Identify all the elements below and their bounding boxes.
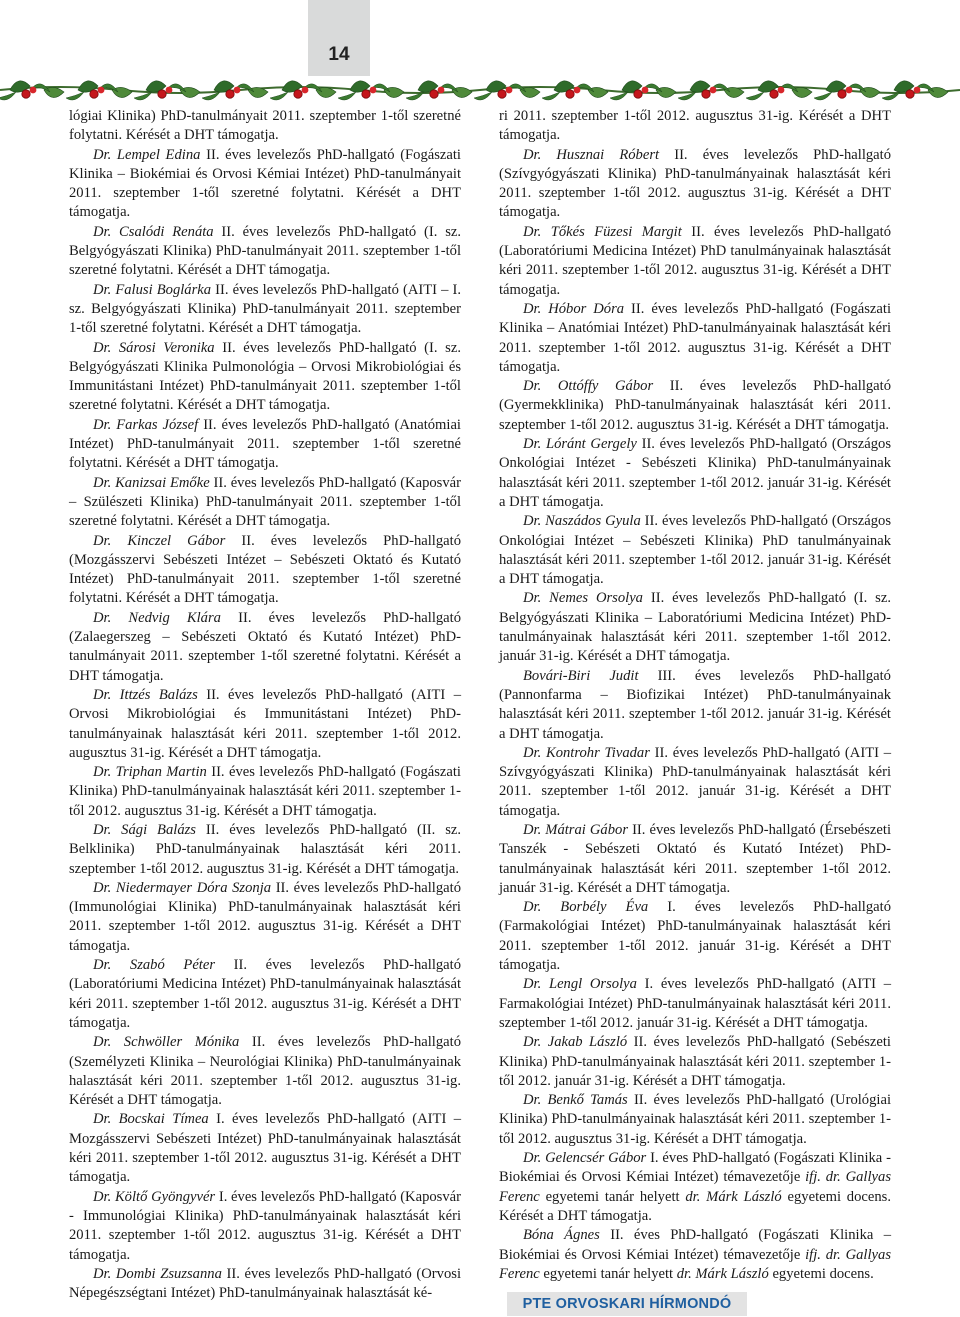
paragraph-text: II. éves levelezős PhD-hallgató (Érsebészeti Tanszék - Sebészeti Oktató és Kutató Intézet) PhD-tanulmányainak halasztását kéri 2011. szeptember 1-től 2012. január 31-ig. Kérését a DHT támogatja. bbox=[499, 821, 891, 896]
holly-berry-icon bbox=[702, 90, 710, 98]
person-name: Dr. Ottóffy Gábor bbox=[523, 378, 654, 395]
holly-leaf-icon bbox=[338, 92, 356, 100]
paragraph bbox=[499, 821, 891, 898]
holly-berry-icon bbox=[498, 90, 506, 98]
publication-name: PTE ORVOSKARI HÍRMONDÓ bbox=[522, 1296, 732, 1312]
paragraph bbox=[69, 474, 461, 532]
paragraph bbox=[69, 1265, 461, 1304]
person-name: Dr. Lóránt Gergely bbox=[523, 436, 637, 453]
holly-garland-decoration bbox=[0, 60, 960, 112]
paragraph-text: II. éves levelezős PhD-hallgató (Zalaegerszeg – Sebészeti Oktató és Kutató Intézet) PhD-tanulmányait 2011. szeptember 1-től szeretné folytatni. Kérését a DHT támogatja. bbox=[69, 609, 461, 684]
paragraph bbox=[499, 1033, 891, 1091]
holly-berry-icon bbox=[906, 90, 914, 98]
paragraph-text: II. éves levelezős PhD-hallgató (AITI – Szívgyógyászati Klinika) PhD-tanulmányainak halasztását kéri 2011. szeptember 1-től 2012. január 31-ig. Kérését a DHT támogatja. bbox=[499, 744, 891, 819]
person-name: Dr. Szabó Péter bbox=[93, 957, 216, 974]
holly-berry-icon bbox=[506, 87, 513, 94]
holly-leaf-icon bbox=[814, 92, 832, 100]
holly-berry-icon bbox=[914, 87, 921, 94]
garland-stem bbox=[0, 87, 960, 93]
holly-berry-icon bbox=[158, 90, 166, 98]
holly-berry-icon bbox=[166, 87, 173, 94]
holly-berry-icon bbox=[226, 90, 234, 98]
holly-berry-icon bbox=[30, 87, 37, 94]
holly-leaf-icon bbox=[66, 92, 84, 100]
paragraph bbox=[499, 667, 891, 744]
person-name: Dr. Naszádos Gyula bbox=[523, 513, 641, 530]
paragraph-text: II. éves levelezős PhD-hallgató (Urológiai Klinika) PhD-tanulmányainak halasztását kéri 2011. szeptember 1-től 2012. augusztus 31-ig. Kérését a DHT támogatja. bbox=[499, 1092, 891, 1147]
holly-berry-icon bbox=[362, 90, 370, 98]
person-name: Dr. Lengl Orsolya bbox=[523, 976, 637, 993]
person-name: Bóna Ágnes bbox=[523, 1227, 600, 1244]
holly-berry-icon bbox=[90, 90, 98, 98]
paragraph bbox=[69, 879, 461, 956]
person-name: Dr. Triphan Martin bbox=[93, 764, 207, 781]
paragraph bbox=[69, 1188, 461, 1265]
paragraph bbox=[69, 956, 461, 1033]
paragraph bbox=[69, 763, 461, 821]
person-name: Dr. Tőkés Füzesi Margit bbox=[523, 223, 682, 240]
paragraph-text: II. éves levelezős PhD-hallgató (Személyzeti Klinika – Neurológiai Klinika) PhD-tanulmányainak halasztását kéri 2011. szeptember 1-től 2012. augusztus 31-ig. Kérését a DHT támogatja. bbox=[69, 1034, 461, 1109]
paragraph bbox=[499, 1091, 891, 1149]
holly-berry-icon bbox=[370, 87, 377, 94]
paragraph bbox=[69, 1033, 461, 1110]
paragraph bbox=[69, 146, 461, 223]
paragraph-text: II. éves levelezős PhD-hallgató (I. sz. Belgyógyászati Klinika – Laboratóriumi Medicina Intézet) PhD-tanulmányainak halasztását kéri 2011. szeptember 1-től 2012. január 31-ig. Kérését a DHT támogatja. bbox=[499, 590, 891, 665]
paragraph bbox=[499, 377, 891, 435]
holly-berry-icon bbox=[302, 87, 309, 94]
person-name: Dr. Kanizsai Emőke bbox=[93, 474, 210, 491]
left-column bbox=[69, 107, 461, 1303]
paragraph-text: II. éves levelezős PhD-hallgató (I. sz. Belgyógyászati Klinika Pulmonológia – Orvosi Mikrobiológiai és Immunitástani Intézet) PhD-tanulmányait 2011. szeptember 1-től szeretné folytatni. Kérését a DHT támogatja. bbox=[69, 339, 461, 414]
person-name: Dr. Kontrohr Tivadar bbox=[523, 744, 650, 761]
paragraph bbox=[69, 1110, 461, 1187]
person-name: Dr. Jakab László bbox=[523, 1034, 628, 1051]
paragraph-text: II. éves PhD-hallgató (Fogászati Klinika – Biokémiai és Orvosi Kémiai Intézet) témavezetője bbox=[499, 1227, 892, 1263]
person-name: Dr. Benkő Tamás bbox=[523, 1092, 628, 1109]
paragraph-text: II. éves levelezős PhD-hallgató (Szívgyógyászati Klinika) PhD-tanulmányainak halasztását kéri 2011. szeptember 1-től 2012. augusztus 31-ig. Kérését a DHT támogatja. bbox=[499, 146, 892, 221]
paragraph-text: II. éves levelezős PhD-hallgató (AITI – I. sz. Belgyógyászati Klinika) PhD-tanulmányait 2011. szeptember 1-től szeretné folytatni. Kérését a DHT támogatja. bbox=[69, 281, 461, 337]
holly-berry-icon bbox=[770, 90, 778, 98]
paragraph-text: I. éves levelezős PhD-hallgató (Kaposvár - Immunológiai Klinika) PhD-tanulmányainak halasztását kéri 2011. szeptember 1-től 2012. augusztus 31-ig. Kérését a DHT támogatja. bbox=[69, 1188, 461, 1263]
holly-leaf-icon bbox=[0, 92, 16, 100]
paragraph-text: lógiai Klinika) PhD-tanulmányait 2011. szeptember 1-től szeretné folytatni. Kérését a DHT támogatja. bbox=[69, 108, 461, 144]
paragraph bbox=[499, 744, 891, 821]
person-name: Dr. Mátrai Gábor bbox=[523, 821, 629, 838]
paragraph-text: II. éves levelezős PhD-hallgató (II. sz. Belklinika) PhD-tanulmányainak halasztását kéri 2011. szeptember 1-től 2012. augusztus 31-ig. Kérését a DHT támogatja. bbox=[69, 821, 461, 877]
paragraph-text: egyetemi docens. Kérését a DHT támogatja. bbox=[499, 1188, 891, 1224]
paragraph bbox=[499, 975, 891, 1033]
person-name: Dr. Hóbor Dóra bbox=[523, 300, 625, 317]
person-name: Dr. Falusi Boglárka bbox=[93, 281, 212, 298]
paragraph-text: II. éves levelezős PhD-hallgató (Orvosi Népegészségtani Intézet) PhD-tanulmányainak halasztását ké- bbox=[69, 1265, 461, 1302]
holly-berry-icon bbox=[838, 90, 846, 98]
person-name: Dr. Niedermayer Dóra Szonja bbox=[93, 879, 272, 896]
person-name: Dr. Csalódi Renáta bbox=[93, 223, 214, 240]
paragraph bbox=[69, 416, 461, 474]
person-name: dr. Márk László bbox=[685, 1188, 782, 1205]
paragraph-text: I. éves levelezős PhD-hallgató (AITI – Farmakológiai Intézet) PhD-tanulmányainak halasztását kéri 2011. szeptember 1-től 2012. január 31-ig. Kérését a DHT támogatja. bbox=[499, 976, 891, 1031]
paragraph-text: ri 2011. szeptember 1-től 2012. augusztus 31-ig. Kérését a DHT támogatja. bbox=[499, 108, 891, 144]
paragraph-text: egyetemi docens. bbox=[768, 1265, 874, 1282]
person-name: Dr. Nedvig Klára bbox=[93, 609, 221, 626]
paragraph-text: II. éves levelezős PhD-hallgató (Laboratóriumi Medicina Intézet) PhD tanulmányainak halasztását kéri 2011. szeptember 1-től 2012. augusztus 31-ig. Kérését a DHT támogatja. bbox=[499, 223, 891, 298]
paragraph-text: II. éves levelezős PhD-hallgató (Országos Onkológiai Intézet - Sebészeti Klinika) PhD-tanulmányainak halasztását kéri 2011. szeptember 1-től 2012. január 31-ig. Kérését a DHT támogatja. bbox=[499, 436, 891, 510]
paragraph-text: II. éves levelezős PhD-hallgató (Fogászati Klinika – Biokémiai és Orvosi Kémiai Intézet) PhD-tanulmányait 2011. szeptember 1-től szeretné folytatni. Kérését a DHT támogatja. bbox=[69, 146, 461, 221]
holly-berry-icon bbox=[642, 87, 649, 94]
holly-leaf-icon bbox=[542, 92, 560, 100]
paragraph bbox=[499, 512, 891, 589]
paragraph bbox=[69, 107, 461, 146]
paragraph bbox=[499, 589, 891, 666]
paragraph-text: II. éves levelezős PhD-hallgató (Anatómiai Intézet) PhD-tanulmányait 2011. szeptember 1-től szeretné folytatni. Kérését a DHT támogatja. bbox=[69, 416, 461, 472]
holly-berry-icon bbox=[294, 90, 302, 98]
paragraph-text: II. éves levelezős PhD-hallgató (Kaposvár – Szülészeti Klinika) PhD-tanulmányait 2011. szeptember 1-től szeretné folytatni. Kérését a DHT támogatja. bbox=[69, 474, 461, 530]
page-number: 14 bbox=[328, 44, 350, 65]
paragraph bbox=[69, 532, 461, 609]
right-column bbox=[499, 107, 891, 1284]
holly-leaf-icon bbox=[474, 92, 492, 100]
paragraph bbox=[499, 435, 891, 512]
holly-berry-icon bbox=[566, 90, 574, 98]
paragraph-text: egyetemi tanár helyett bbox=[539, 1265, 677, 1282]
paragraph-text: II. éves levelezős PhD-hallgató (Laboratóriumi Medicina Intézet) PhD-tanulmányainak halasztását kéri 2011. szeptember 1-től 2012. augusztus 31-ig. Kérését a DHT támogatja. bbox=[69, 957, 462, 1031]
person-name: ifj. dr. Gallyas Ferenc bbox=[499, 1246, 891, 1282]
person-name: Dr. Kinczel Gábor bbox=[93, 532, 226, 549]
paragraph bbox=[69, 821, 461, 879]
holly-leaf-icon bbox=[746, 92, 764, 100]
paragraph-text: II. éves levelezős PhD-hallgató (Országos Onkológiai Intézet – Sebészeti Klinika) PhD tanulmányainak halasztását kéri 2011. szeptember 1-től 2012. január 31-ig. Kérését a DHT támogatja. bbox=[499, 513, 891, 588]
person-name: Dr. Lempel Edina bbox=[93, 146, 201, 163]
holly-berry-icon bbox=[634, 90, 642, 98]
holly-berry-icon bbox=[710, 87, 717, 94]
paragraph bbox=[69, 339, 461, 416]
person-name: Dr. Nemes Orsolya bbox=[523, 590, 643, 607]
paragraph-text: II. éves levelezős PhD-hallgató (Immunológiai Klinika) PhD-tanulmányainak halasztását kéri 2011. szeptember 1-től 2012. augusztus 31-ig. Kérését a DHT támogatja. bbox=[69, 879, 461, 954]
paragraph-text: III. éves levelezős PhD-hallgató (Pannonfarma – Biofizikai Intézet) PhD-tanulmányainak halasztását kéri 2011. szeptember 1-től 2012. január 31-ig. Kérését a DHT támogatja. bbox=[499, 667, 891, 742]
paragraph-text: II. éves levelezős PhD-hallgató (Mozgásszervi Sebészeti Intézet – Sebészeti Oktató és Kutató Intézet) PhD-tanulmányait 2011. szeptember 1-től szeretné folytatni. Kérését a DHT támogatja. bbox=[69, 532, 461, 607]
paragraph bbox=[499, 146, 891, 223]
person-name: Dr. Bocskai Tímea bbox=[93, 1111, 209, 1128]
person-name: Dr. Farkas József bbox=[93, 416, 199, 433]
paragraph bbox=[499, 107, 891, 146]
person-name: Bovári-Biri Judit bbox=[523, 667, 639, 684]
person-name: Dr. Borbély Éva bbox=[523, 899, 649, 916]
paragraph bbox=[499, 1226, 891, 1284]
paragraph-text: II. éves levelezős PhD-hallgató (I. sz. Belgyógyászati Klinika) PhD-tanulmányait 2011. szeptember 1-től szeretné folytatni. Kérését a DHT támogatja. bbox=[69, 223, 461, 279]
person-name: Dr. Schwöller Mónika bbox=[93, 1034, 240, 1051]
person-name: Dr. Sárosi Veronika bbox=[93, 339, 215, 356]
person-name: Dr. Ittzés Balázs bbox=[93, 686, 198, 703]
holly-berry-icon bbox=[438, 87, 445, 94]
paragraph-text: egyetemi tanár helyett bbox=[539, 1188, 686, 1205]
paragraph bbox=[499, 898, 891, 975]
person-name: Dr. Husznai Róbert bbox=[523, 146, 660, 163]
paragraph bbox=[69, 609, 461, 686]
paragraph bbox=[69, 281, 461, 339]
paragraph-text: I. éves levelezős PhD-hallgató (AITI – Mozgásszervi Sebészeti Intézet) PhD-tanulmányainak halasztását kéri 2011. szeptember 1-től 2012. augusztus 31-ig. Kérését a DHT támogatja. bbox=[69, 1111, 461, 1186]
person-name: Dr. Sági Balázs bbox=[93, 821, 196, 838]
paragraph-text: II. éves levelezős PhD-hallgató (Fogászati Klinika) PhD-tanulmányainak halasztását kéri 2011. szeptember 1-től 2012. augusztus 31-ig. Kérését a DHT támogatja. bbox=[69, 764, 461, 819]
person-name: ifj. dr. Gallyas Ferenc bbox=[499, 1169, 891, 1205]
paragraph-text: II. éves levelezős PhD-hallgató (Fogászati Klinika – Anatómiai Intézet) PhD-tanulmányainak halasztását kéri 2011. szeptember 1-től 2012. augusztus 31-ig. Kérését a DHT támogatja. bbox=[499, 300, 891, 375]
footer-banner bbox=[507, 1292, 747, 1316]
person-name: dr. Márk László bbox=[676, 1265, 769, 1282]
person-name: Dr. Költő Gyöngyvér bbox=[93, 1188, 216, 1205]
holly-leaf-icon bbox=[610, 92, 628, 100]
paragraph bbox=[499, 300, 891, 377]
person-name: Dr. Dombi Zsuzsanna bbox=[93, 1265, 222, 1282]
paragraph bbox=[69, 223, 461, 281]
holly-berry-icon bbox=[778, 87, 785, 94]
holly-berry-icon bbox=[234, 87, 241, 94]
paragraph-text: II. éves levelezős PhD-hallgató (Sebészeti Klinika) PhD-tanulmányainak halasztását kéri 2011. szeptember 1-től 2012. január 31-ig. Kérését a DHT támogatja. bbox=[499, 1034, 891, 1089]
paragraph-text: II. éves levelezős PhD-hallgató (AITI – Orvosi Mikrobiológiai és Immunitástani Intézet) PhD-tanulmányainak halasztását kéri 2011. szeptember 1-től 2012. augusztus 31-ig. Kérését a DHT támogatja. bbox=[69, 686, 461, 761]
holly-berry-icon bbox=[574, 87, 581, 94]
paragraph-text: II. éves levelezős PhD-hallgató (Gyermekklinika) PhD-tanulmányainak halasztását kéri 2011. szeptember 1-től 2012. augusztus 31-ig. Kérését a DHT támogatja. bbox=[499, 378, 891, 433]
paragraph bbox=[499, 1149, 891, 1226]
paragraph-text: I. éves PhD-hallgató (Fogászati Klinika - Biokémiai és Orvosi Kémiai Intézet) témavezetője bbox=[499, 1150, 891, 1186]
person-name: Dr. Gelencsér Gábor bbox=[523, 1150, 647, 1167]
holly-berry-icon bbox=[98, 87, 105, 94]
holly-berry-icon bbox=[430, 90, 438, 98]
holly-berry-icon bbox=[22, 90, 30, 98]
paragraph-text: I. éves levelezős PhD-hallgató (Farmakológiai Intézet) PhD-tanulmányainak halasztását kéri 2011. szeptember 1-től 2012. január 31-ig. Kérését a DHT támogatja. bbox=[499, 899, 891, 974]
holly-berry-icon bbox=[846, 87, 853, 94]
holly-leaf-icon bbox=[134, 92, 152, 100]
paragraph bbox=[69, 686, 461, 763]
paragraph bbox=[499, 223, 891, 300]
holly-leaf-icon bbox=[270, 92, 288, 100]
